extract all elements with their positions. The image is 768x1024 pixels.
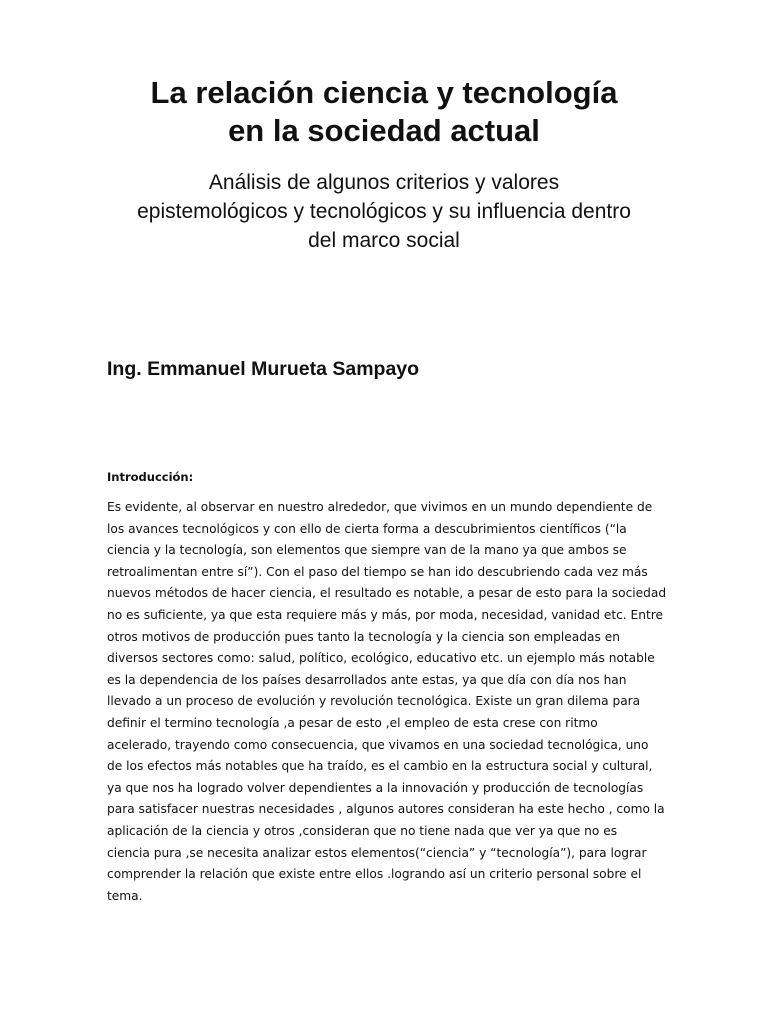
paragraph-line: definir el termino tecnología ,a pesar de esto ,el empleo de esta crese con ritmo <box>107 715 598 730</box>
author-name: Ing. Emmanuel Murueta Sampayo <box>107 358 420 380</box>
subtitle-line: Análisis de algunos criterios y valores <box>208 171 560 194</box>
paragraph-line: ciencia pura ,se necesita analizar estos elementos(“ciencia” y “tecnología”), para lograr <box>107 845 647 860</box>
paragraph-line: diversos sectores como: salud, político, ecológico, educativo etc. un ejemplo más notable <box>107 651 655 666</box>
paragraph-line: para satisfacer nuestras necesidades , algunos autores consideran ha este hecho , como la <box>107 802 665 817</box>
paragraph-line: acelerado, trayendo como consecuencia, que vivamos en una sociedad tecnológica, uno <box>107 737 649 752</box>
subtitle-line: del marco social <box>308 229 460 252</box>
paragraph-line: comprender la relación que existe entre ellos .logrando así un criterio personal sobre el <box>107 867 642 882</box>
document-subtitle <box>60 168 708 255</box>
paragraph-line: es la dependencia de los países desarrollados ante estas, ya que día con día nos han <box>107 672 627 687</box>
paragraph-line: otros motivos de producción pues tanto la tecnología y la ciencia son empleadas en <box>107 629 620 644</box>
document-title <box>60 74 708 150</box>
paragraph-line: retroalimentan entre sí”). Con el paso del tiempo se han ido descubriendo cada vez más <box>107 564 648 579</box>
paragraph-line: nuevos métodos de hacer ciencia, el resultado es notable, a pesar de esto para la sociedad <box>107 586 667 601</box>
paragraph-line: los avances tecnológicos y con ello de cierta forma a descubrimientos científicos (“la <box>107 521 627 536</box>
subtitle-line: epistemológicos y tecnológicos y su influencia dentro <box>137 200 631 223</box>
paragraph-line: Es evidente, al observar en nuestro alrededor, que vivimos en un mundo dependiente de <box>107 500 653 514</box>
title-line: La relación ciencia y tecnología <box>150 75 618 110</box>
introduction-paragraph <box>107 497 667 907</box>
paragraph-line: ciencia y la tecnología, son elementos que siempre van de la mano ya que ambos se <box>107 543 627 558</box>
paragraph-line: de los efectos más notables que ha traído, es el cambio en la estructura social y cultural, <box>107 759 653 774</box>
paragraph-line: no es suficiente, ya que esta requiere más y más, por moda, necesidad, vanidad etc. Entre <box>107 607 663 622</box>
title-line: en la sociedad actual <box>228 113 540 148</box>
paragraph-line: tema. <box>107 888 143 903</box>
introduction-heading: Introducción: <box>107 470 194 484</box>
paragraph-line: llevado a un proceso de evolución y revolución tecnológica. Existe un gran dilema para <box>107 694 641 709</box>
paragraph-line: ya que nos ha logrado volver dependientes a la innovación y producción de tecnologías <box>107 780 644 795</box>
paragraph-line: aplicación de la ciencia y otros ,consideran que no tiene nada que ver ya que no es <box>107 823 618 838</box>
